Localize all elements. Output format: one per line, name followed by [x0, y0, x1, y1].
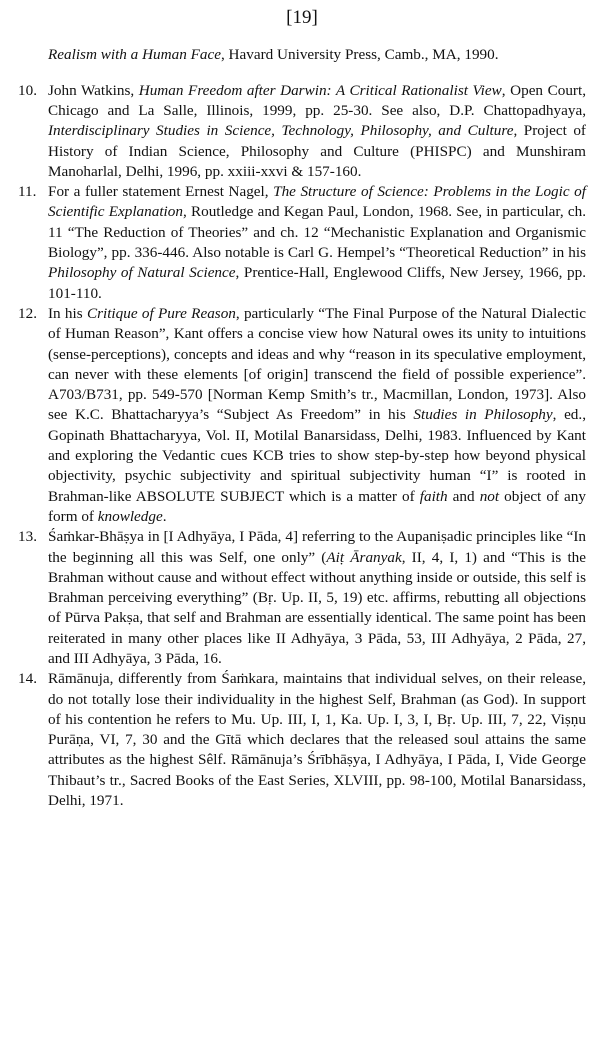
- book-title: The Structure of Science: Problems in the Logic of Scientific Explanation: [48, 183, 586, 221]
- note-segment: John Watkins,: [48, 81, 139, 99]
- note-segment: , Project of History of Indian Science, Philosophy and Culture (PHISPC) and Munshiram Manoharlal, Delhi, 1996, pp. xxiii-xxvi & 157-160.: [48, 122, 586, 180]
- book-title: Studies in Philosophy: [413, 406, 553, 424]
- note-segment: , ed., Gopinath Bhattacharyya, Vol. II, Motilal Banarsidass, Delhi, 1983. Influenced by Kant and exploring the Vedantic cues KCB tries to show step-by-step how beyond physical objectivity, psychic subjectivity and spiritual subjectivity human “I” is rooted in Brahman-like ABSOLUTE SUBJECT which is a matter of: [48, 406, 586, 505]
- note-segment: object of any form of: [48, 487, 586, 525]
- note-14: [18, 669, 586, 811]
- note-segment: , Prentice-Hall, Englewood Cliffs, New Jersey, 1966, pp. 101-110.: [48, 264, 586, 302]
- note-segment: , particularly “The Final Purpose of the Natural Dialectic of Human Reason”, Kant offers a concise view how Natural owes its unity to intuitions (sense-perceptions), concepts and ideas and why “reason in its speculative employment, can never with these elements [of origin] transcend the field of possible experience”. A703/B731, pp. 549-570 [Norman Kemp Smith’s tr., Macmillan, London, 1973]. Also see K.C. Bhattacharyya’s “Subject As Freedom” in his: [48, 304, 586, 424]
- note-segment: , Routledge and Kegan Paul, London, 1968. See, in particular, ch. 11 “The Reduction of Theories” and ch. 12 “Mechanistic Explanation and Organismic Biology”, pp. 336-446. Also notable is Carl G. Hempel’s “Theoretical Reduction” in his: [48, 203, 586, 262]
- note-number: 10.: [18, 81, 37, 99]
- continuation-note: [18, 45, 586, 65]
- source-title: Aiṭ Āranyak: [326, 548, 402, 566]
- note-segment: Śaṁkar-Bhāṣya in [I Adhyāya, I Pāda, 4] referring to the Aupaniṣadic principles like “In the beginning all this was Self, one only” (: [48, 528, 586, 566]
- note-11: [18, 182, 586, 304]
- note-number: 14.: [18, 670, 37, 688]
- note-number: 11.: [18, 183, 37, 201]
- citation-text: , Havard University Press, Camb., MA, 1990.: [220, 46, 499, 64]
- note-text: [48, 527, 586, 669]
- emphasis: not: [479, 487, 500, 505]
- book-title: Interdisciplinary Studies in Science, Technology, Philosophy, and Culture: [48, 122, 514, 140]
- emphasis: faith: [419, 487, 448, 505]
- note-text: [48, 182, 586, 304]
- note-text: [48, 81, 586, 182]
- note-segment: For a fuller statement Ernest Nagel,: [48, 183, 274, 201]
- note-number: 12.: [18, 304, 37, 322]
- book-title: Critique of Pure Reason: [86, 304, 236, 322]
- note-text: [48, 304, 586, 527]
- note-segment: , Open Court, Chicago and La Salle, Illinois, 1999, pp. 25-30. See also, D.P. Chattopadhyaya,: [48, 81, 586, 119]
- note-segment: , II, 4, I, 1) and “This is the Brahman without cause and without effect without anything inside or outside, this self is Brahman perceiving everything” (Bṛ. Up. II, 5, 19) etc. affirms, rebutting all objections of Pūrva Pakṣa, that self and Brahman are essentially identical. The same point has been reiterated in many other places like II Adhyāya, 3 Pāda, 53, III Adhyāya, 2 Pāda, 27, and III Adhyāya, 3 Pāda, 16.: [48, 548, 587, 667]
- note-segment: .: [162, 507, 167, 525]
- note-text: [48, 669, 586, 811]
- note-number: 13.: [18, 528, 37, 546]
- note-13: [18, 527, 586, 669]
- note-segment: Rāmānuja, differently from Śaṁkara, maintains that individual selves, on their release, do not totally lose their individuality in the highest Self, Brahman (as God). In support of his contention he refers to Mu. Up. III, I, 1, Ka. Up. I, 3, I, Bṛ. Up. III, 7, 22, Viṣṇu Purāṇa, VI, 7, 30 and the Gītā which declares that the released soul attains the same attributes as the highest Sêlf. Rāmānuja’s Śrībhāṣya, I Adhyāya, I Pāda, I, Vide George Thibaut’s tr., Sacred Books of the East Series, XLVIII, pp. 98-100, Motilal Banarsidass, Delhi, 1971.: [48, 670, 586, 810]
- page-number: [19]: [286, 7, 318, 28]
- emphasis: knowledge: [97, 507, 163, 525]
- book-title: Philosophy of Natural Science: [48, 264, 236, 282]
- note-segment: In his: [48, 304, 87, 322]
- note-segment: and: [447, 487, 480, 505]
- book-title: Human Freedom after Darwin: A Critical Rationalist View: [138, 81, 502, 99]
- book-title: Realism with a Human Face: [48, 46, 221, 64]
- note-12: [18, 304, 586, 527]
- note-10: [18, 81, 586, 182]
